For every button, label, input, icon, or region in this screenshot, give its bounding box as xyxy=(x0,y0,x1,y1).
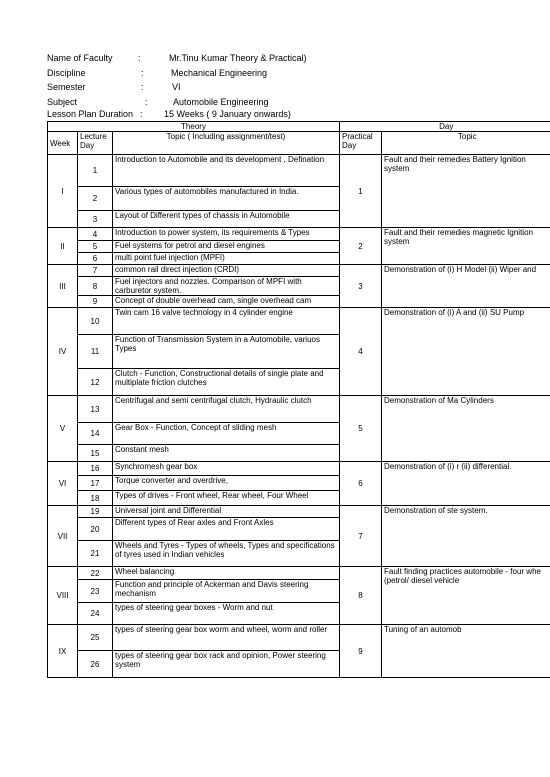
lecture-day-cell: 24 xyxy=(78,603,113,625)
lecture-topic-cell: multi point fuel injection (MPFI) xyxy=(113,253,340,265)
lecture-day-cell: 7 xyxy=(78,265,113,277)
week-cell: VI xyxy=(48,462,78,506)
lecture-day-cell: 4 xyxy=(78,228,113,241)
subject-value: Automobile Engineering xyxy=(173,97,269,107)
lecture-day-cell: 21 xyxy=(78,541,113,567)
theory-group-header: Theory xyxy=(48,122,340,132)
lecture-topic-cell: Gear Box - Function, Concept of sliding mesh xyxy=(113,423,340,445)
practical-day-cell: 5 xyxy=(340,396,382,462)
lecture-day-column-header: Lecture Day xyxy=(78,132,113,155)
table-row xyxy=(48,396,550,423)
practical-topic-cell: Fault and their remedies magnetic Ignition system xyxy=(382,228,550,265)
lecture-topic-cell: Twin cam 16 valve technology in 4 cylinder engine xyxy=(113,308,340,335)
lecture-day-cell: 15 xyxy=(78,445,113,462)
practical-topic-cell: Fault finding practices automobile - four whe (petrol/ diesel vehicle xyxy=(382,567,550,625)
lecture-day-cell: 3 xyxy=(78,211,113,228)
week-cell: V xyxy=(48,396,78,462)
semester-value: VI xyxy=(172,82,181,92)
lecture-topic-cell: Universal joint and Differential xyxy=(113,506,340,518)
lecture-day-cell: 14 xyxy=(78,423,113,445)
practical-day-cell: 3 xyxy=(340,265,382,308)
lecture-topic-cell: Introduction to Automobile and its development , Defination xyxy=(113,155,340,187)
table-row xyxy=(48,155,550,187)
lecture-topic-cell: Function of Transmission System in a Automobile, variuos Types xyxy=(113,335,340,369)
lecture-topic-cell: Wheel balancing xyxy=(113,567,340,580)
table-row xyxy=(48,625,550,651)
faculty-label: Name of Faculty xyxy=(47,53,113,63)
week-column-header: Week xyxy=(48,132,78,155)
practical-day-column-header: Practical Day xyxy=(340,132,382,155)
lecture-topic-cell: types of steering gear boxes - Worm and nut xyxy=(113,603,340,625)
practical-day-cell: 1 xyxy=(340,155,382,228)
practical-day-cell: 9 xyxy=(340,625,382,678)
practical-topic-cell: Demonstration of (i) A and (ii) SU Pump xyxy=(382,308,550,396)
lecture-topic-cell: common rail direct injection (CRDI) xyxy=(113,265,340,277)
lecture-topic-cell: Centrifugal and semi centrifugal clutch, Hydraulic clutch xyxy=(113,396,340,423)
duration-label: Lesson Plan Duration xyxy=(47,109,134,119)
lecture-day-cell: 19 xyxy=(78,506,113,518)
faculty-separator: : xyxy=(138,53,141,63)
week-cell: II xyxy=(48,228,78,265)
lecture-day-cell: 9 xyxy=(78,296,113,308)
lecture-topic-cell: Introduction to power system, its requirements & Types xyxy=(113,228,340,241)
lecture-day-cell: 13 xyxy=(78,396,113,423)
lecture-day-cell: 26 xyxy=(78,651,113,678)
practical-topic-cell: Tuning of an automob xyxy=(382,625,550,678)
practical-group-header: Day xyxy=(340,122,550,132)
lecture-topic-cell: Different types of Rear axles and Front Axles xyxy=(113,518,340,541)
lecture-day-cell: 5 xyxy=(78,241,113,253)
lecture-day-cell: 20 xyxy=(78,518,113,541)
discipline-value: Mechanical Engineering xyxy=(171,68,268,78)
practical-topic-cell: Fault and their remedies Battery Ignition system xyxy=(382,155,550,228)
lecture-day-cell: 23 xyxy=(78,580,113,603)
discipline-label: Discipline xyxy=(47,68,86,78)
practical-day-cell: 2 xyxy=(340,228,382,265)
practical-topic-cell: Demonstration of (i) r (ii) differential. xyxy=(382,462,550,506)
lecture-day-cell: 11 xyxy=(78,335,113,369)
lecture-day-cell: 2 xyxy=(78,187,113,211)
practical-day-cell: 4 xyxy=(340,308,382,396)
lecture-topic-cell: types of steering gear box rack and opinion, Power steering system xyxy=(113,651,340,678)
table-row xyxy=(48,228,550,241)
lecture-topic-cell: Types of drives - Front wheel, Rear wheel, Four Wheel xyxy=(113,491,340,506)
lecture-topic-cell: Various types of automobiles manufactured in India. xyxy=(113,187,340,211)
lecture-day-cell: 17 xyxy=(78,476,113,491)
lecture-day-cell: 10 xyxy=(78,308,113,335)
lecture-day-cell: 12 xyxy=(78,369,113,396)
table-row xyxy=(48,265,550,277)
lecture-day-cell: 18 xyxy=(78,491,113,506)
table-row xyxy=(48,567,550,580)
topic-column-header: Topic ( Including assignment/test) xyxy=(113,132,340,155)
semester-separator: : xyxy=(141,82,144,92)
week-cell: IV xyxy=(48,308,78,396)
lecture-topic-cell: Torque converter and overdrive, xyxy=(113,476,340,491)
practical-topic-cell: Demonstration of (i) H Model (ii) Wiper and xyxy=(382,265,550,308)
lecture-topic-cell: Layout of Different types of chassis in Automobile xyxy=(113,211,340,228)
table-row xyxy=(48,308,550,335)
practical-topic-cell: Demonstration of ste system. xyxy=(382,506,550,567)
week-cell: III xyxy=(48,265,78,308)
lecture-day-cell: 22 xyxy=(78,567,113,580)
lecture-topic-cell: Clutch - Function, Constructional details of single plate and multiplate friction clutches xyxy=(113,369,340,396)
subject-label: Subject xyxy=(47,97,78,107)
duration-separator: : xyxy=(140,109,143,119)
week-cell: VIII xyxy=(48,567,78,625)
lecture-topic-cell: Synchromesh gear box xyxy=(113,462,340,476)
lecture-topic-cell: Function and principle of Ackerman and Davis steering mechanism xyxy=(113,580,340,603)
lecture-topic-cell: Fuel systems for petrol and diesel engines xyxy=(113,241,340,253)
practical-day-cell: 8 xyxy=(340,567,382,625)
semester-label: Semester xyxy=(47,82,86,92)
lecture-day-cell: 8 xyxy=(78,277,113,296)
lecture-topic-cell: Fuel injectors and nozzles. Comparison of MPFI with carburetor system. xyxy=(113,277,340,296)
lecture-topic-cell: types of steering gear box worm and wheel, worm and roller xyxy=(113,625,340,651)
table-row xyxy=(48,506,550,518)
column-header-row xyxy=(48,132,550,155)
lecture-day-cell: 16 xyxy=(78,462,113,476)
discipline-separator: : xyxy=(141,68,144,78)
subject-separator: : xyxy=(145,97,148,107)
lecture-day-cell: 1 xyxy=(78,155,113,187)
duration-value: 15 Weeks ( 9 January onwards) xyxy=(164,109,291,119)
practical-topic-cell: Demonstration of Ma Cylinders xyxy=(382,396,550,462)
lecture-day-cell: 25 xyxy=(78,625,113,651)
lecture-topic-cell: Wheels and Tyres - Types of wheels, Types and specifications of tyres used in Indian vehicles xyxy=(113,541,340,567)
lecture-topic-cell: Constant mesh xyxy=(113,445,340,462)
practical-day-cell: 7 xyxy=(340,506,382,567)
faculty-value: Mr.Tinu Kumar Theory & Practical) xyxy=(169,53,307,63)
lecture-day-cell: 6 xyxy=(78,253,113,265)
lesson-plan-table xyxy=(47,121,550,678)
week-cell: I xyxy=(48,155,78,228)
practical-topic-column-header: Topic xyxy=(382,132,550,155)
week-cell: VII xyxy=(48,506,78,567)
group-header-row xyxy=(48,122,550,132)
week-cell: IX xyxy=(48,625,78,678)
table-row xyxy=(48,462,550,476)
practical-day-cell: 6 xyxy=(340,462,382,506)
lecture-topic-cell: Concept of double overhead cam, single overhead cam xyxy=(113,296,340,308)
